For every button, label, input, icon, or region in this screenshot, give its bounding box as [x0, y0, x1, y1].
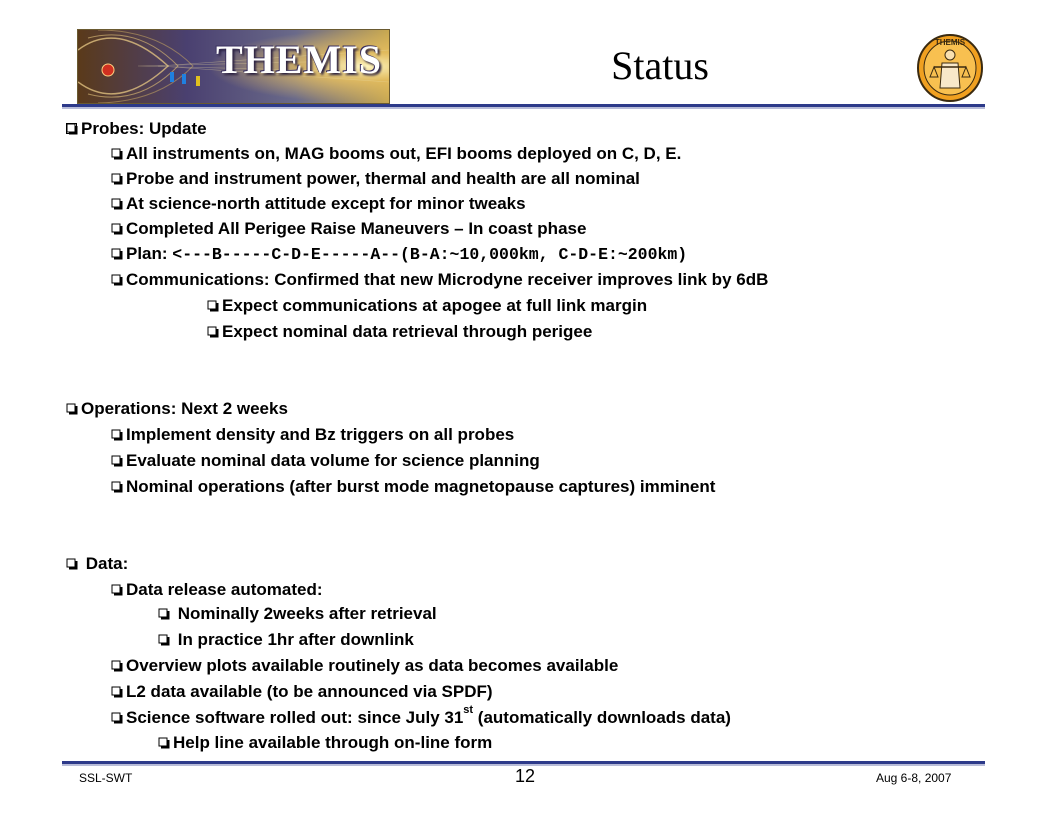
checkbox-icon	[66, 558, 78, 570]
footer-divider	[62, 761, 985, 764]
checkbox-icon	[111, 173, 123, 185]
list-item-data	[66, 554, 128, 574]
themis-logo-banner	[77, 29, 390, 104]
list-item-text: At science-north attitude except for minor tweaks	[126, 194, 526, 213]
list-item-text: L2 data available (to be announced via SPDF)	[126, 682, 493, 701]
list-item-text: Expect nominal data retrieval through perigee	[222, 322, 593, 341]
list-item-text: Expect communications at apogee at full link margin	[222, 296, 648, 315]
list-item-text: Nominal operations (after burst mode magnetopause captures) imminent	[126, 477, 716, 496]
list-item-text: Plan:	[126, 244, 173, 263]
list-item-text: Probes: Update	[81, 119, 207, 138]
checkbox-icon	[111, 481, 123, 493]
footer-right: Aug 6-8, 2007	[876, 771, 952, 785]
checkbox-icon	[111, 429, 123, 441]
list-item	[207, 322, 592, 342]
list-item	[111, 144, 681, 164]
list-item-text: Help line available through on-line form	[173, 733, 493, 752]
list-item	[111, 451, 540, 471]
list-item	[111, 704, 731, 728]
page-number: 12	[514, 766, 536, 786]
list-item-text: Communications: Confirmed that new Microdyne receiver improves link by 6dB	[126, 270, 769, 289]
checkbox-icon	[111, 584, 123, 596]
list-item	[207, 296, 647, 316]
checkbox-icon	[207, 300, 219, 312]
list-item-text: All instruments on, MAG booms out, EFI booms deployed on C, D, E.	[126, 144, 682, 163]
checkbox-icon	[111, 274, 123, 286]
list-item-text: Evaluate nominal data volume for science planning	[126, 451, 540, 470]
list-item-text: Operations: Next 2 weeks	[81, 399, 288, 418]
checkbox-icon	[111, 455, 123, 467]
footer-left: SSL-SWT	[79, 771, 133, 785]
list-item-text: Data:	[81, 554, 129, 573]
logo-text: THEMIS	[216, 37, 383, 82]
list-item	[111, 682, 493, 702]
list-item	[111, 194, 526, 214]
checkbox-icon	[158, 634, 170, 646]
list-item	[111, 656, 618, 676]
list-item	[111, 270, 768, 290]
list-item-text-after: (automatically downloads data)	[473, 708, 731, 727]
header-divider	[62, 104, 985, 107]
checkbox-icon	[158, 608, 170, 620]
checkbox-icon	[66, 403, 78, 415]
list-item	[158, 604, 437, 624]
list-item-text: In practice 1hr after downlink	[173, 630, 414, 649]
checkbox-icon	[111, 198, 123, 210]
plan-sequence: <---B-----C-D-E-----A--(B-A:~10,000km, C-D-E:~200km)	[172, 245, 688, 264]
list-item	[111, 219, 586, 239]
list-item-text: Nominally 2weeks after retrieval	[173, 604, 437, 623]
list-item-text: Science software rolled out: since July 31	[126, 708, 464, 727]
list-item	[158, 733, 492, 753]
list-item	[111, 169, 640, 189]
list-item	[111, 580, 323, 600]
emblem-text: THEMIS	[934, 38, 966, 47]
checkbox-icon	[111, 686, 123, 698]
list-item-text: Overview plots available routinely as data becomes available	[126, 656, 619, 675]
checkbox-icon	[111, 660, 123, 672]
page-title: Status	[611, 43, 709, 88]
checkbox-icon	[111, 223, 123, 235]
checkbox-icon	[207, 326, 219, 338]
checkbox-icon	[111, 148, 123, 160]
list-item-plan	[111, 244, 687, 265]
themis-emblem-icon	[916, 33, 984, 103]
list-item	[111, 477, 715, 497]
list-item-operations	[66, 399, 288, 419]
checkbox-icon	[111, 248, 123, 260]
checkbox-icon	[66, 123, 78, 135]
list-item	[158, 630, 414, 650]
superscript: st	[463, 704, 474, 717]
list-item-text: Implement density and Bz triggers on all probes	[126, 425, 515, 444]
list-item-text: Completed All Perigee Raise Maneuvers – In coast phase	[126, 219, 587, 238]
list-item	[111, 425, 514, 445]
list-item-text: Data release automated:	[126, 580, 323, 599]
list-item-probes-update	[66, 119, 207, 139]
list-item-text: Probe and instrument power, thermal and health are all nominal	[126, 169, 640, 188]
checkbox-icon	[111, 712, 123, 724]
checkbox-icon	[158, 737, 170, 749]
